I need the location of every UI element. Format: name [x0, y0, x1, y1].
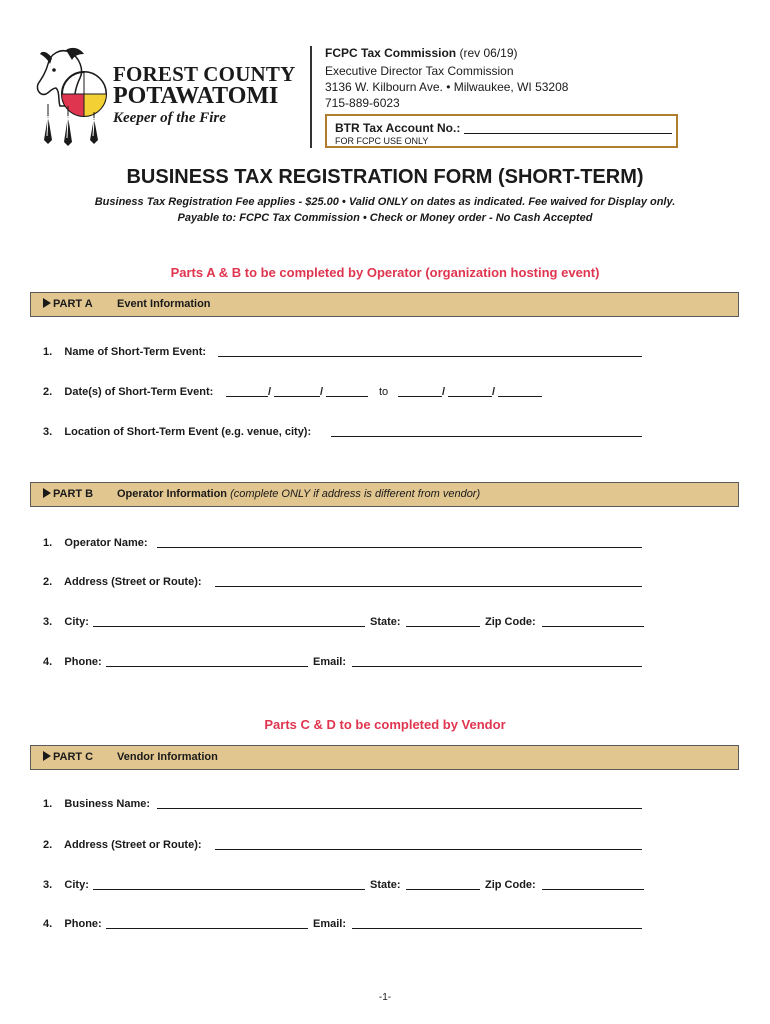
operator-city-field[interactable]	[93, 616, 365, 627]
operator-name-row: 1. Operator Name:	[43, 537, 148, 549]
part-c-title: Vendor Information	[117, 751, 218, 763]
triangle-right-icon	[43, 298, 51, 308]
section-cd-heading: Parts C & D to be completed by Vendor	[264, 717, 506, 732]
address-line-2: 3136 W. Kilbourn Ave. • Milwaukee, WI 53208	[325, 80, 569, 94]
business-name-label: Business Name:	[64, 798, 151, 810]
vendor-email-field[interactable]	[352, 918, 642, 929]
operator-zip-field[interactable]	[542, 616, 644, 627]
business-name-field[interactable]	[157, 798, 642, 809]
btr-account-field[interactable]	[464, 123, 672, 134]
operator-name-label: Operator Name:	[64, 537, 148, 549]
operator-address-field[interactable]	[215, 576, 642, 587]
btr-use-note: FOR FCPC USE ONLY	[335, 136, 429, 146]
business-name-row: 1. Business Name:	[43, 798, 151, 810]
start-year-field[interactable]	[326, 386, 368, 397]
operator-phone-field[interactable]	[106, 656, 308, 667]
commission-revision: (rev 06/19)	[459, 46, 518, 60]
vendor-city-row: 3. City:	[43, 879, 89, 891]
part-c-header	[30, 745, 739, 770]
part-b-header	[30, 482, 739, 507]
btr-account-box	[325, 114, 678, 148]
event-name-field[interactable]	[218, 346, 642, 357]
vendor-phone-label: Phone:	[64, 918, 102, 930]
event-name-label: Name of Short-Term Event:	[64, 346, 207, 358]
commission-name: FCPC Tax Commission	[325, 46, 457, 60]
operator-email-field[interactable]	[352, 656, 642, 667]
logo-text-line2: POTAWATOMI	[113, 83, 279, 109]
end-month-field[interactable]	[398, 386, 442, 397]
start-day-field[interactable]	[274, 386, 320, 397]
operator-phone-label: Phone:	[64, 656, 102, 668]
event-dates-row: 2. Date(s) of Short-Term Event:	[43, 386, 214, 398]
vendor-address-row: 2. Address (Street or Route):	[43, 839, 202, 851]
event-location-field[interactable]	[331, 426, 642, 437]
part-b-note: (complete ONLY if address is different from vendor)	[230, 488, 481, 500]
date-range-to: to	[379, 386, 389, 398]
operator-name-field[interactable]	[157, 537, 642, 548]
phone-number: 715-889-6023	[325, 96, 400, 110]
operator-email-label: Email:	[313, 656, 347, 668]
logo-tagline: Keeper of the Fire	[113, 110, 226, 126]
form-subtitle-fee: Business Tax Registration Fee applies - $25.00 • Valid ONLY on dates as indicated. Fee waived for Display only.	[94, 196, 676, 208]
operator-zip-label: Zip Code:	[485, 616, 536, 628]
logo-text-line1: FOREST COUNTY	[113, 62, 296, 86]
vendor-phone-field[interactable]	[106, 918, 308, 929]
vendor-phone-row: 4. Phone:	[43, 918, 102, 930]
event-dates-label: Date(s) of Short-Term Event:	[64, 386, 214, 398]
start-month-field[interactable]	[226, 386, 268, 397]
commission-name-line	[325, 46, 518, 60]
address-line-1: Executive Director Tax Commission	[325, 64, 514, 78]
part-b-tag: PART B	[43, 488, 93, 500]
section-ab-heading: Parts A & B to be completed by Operator (organization hosting event)	[170, 265, 600, 280]
vendor-zip-field[interactable]	[542, 879, 644, 890]
end-day-field[interactable]	[448, 386, 492, 397]
operator-state-label: State:	[370, 616, 401, 628]
operator-address-row: 2. Address (Street or Route):	[43, 576, 202, 588]
event-location-row: 3. Location of Short-Term Event (e.g. venue, city):	[43, 426, 312, 438]
form-title: BUSINESS TAX REGISTRATION FORM (SHORT-TERM)	[126, 166, 644, 188]
operator-state-field[interactable]	[406, 616, 480, 627]
page-number: -1-	[378, 992, 392, 1003]
operator-phone-row: 4. Phone:	[43, 656, 102, 668]
event-name-row: 1. Name of Short-Term Event:	[43, 346, 207, 358]
vendor-city-label: City:	[64, 879, 89, 891]
part-a-title: Event Information	[117, 298, 211, 310]
vendor-city-field[interactable]	[93, 879, 365, 890]
end-year-field[interactable]	[498, 386, 542, 397]
vendor-zip-label: Zip Code:	[485, 879, 536, 891]
vendor-address-field[interactable]	[215, 839, 642, 850]
part-a-tag: PART A	[43, 298, 93, 310]
part-c-tag: PART C	[43, 751, 93, 763]
form-subtitle-payable: Payable to: FCPC Tax Commission • Check or Money order - No Cash Accepted	[177, 212, 593, 224]
operator-city-label: City:	[64, 616, 89, 628]
vendor-state-label: State:	[370, 879, 401, 891]
part-a-header	[30, 292, 739, 317]
part-b-title: Operator Information (complete ONLY if address is different from vendor)	[117, 488, 481, 500]
triangle-right-icon	[43, 751, 51, 761]
btr-account-label: BTR Tax Account No.:	[335, 121, 672, 135]
vendor-address-label: Address (Street or Route):	[64, 839, 202, 851]
vendor-state-field[interactable]	[406, 879, 480, 890]
triangle-right-icon	[43, 488, 51, 498]
medicine-wheel-horse-logo-icon	[30, 44, 110, 150]
operator-city-row: 3. City:	[43, 616, 89, 628]
header-divider	[310, 46, 312, 148]
operator-address-label: Address (Street or Route):	[64, 576, 202, 588]
event-location-label: Location of Short-Term Event (e.g. venue, city):	[64, 426, 312, 438]
vendor-email-label: Email:	[313, 918, 347, 930]
